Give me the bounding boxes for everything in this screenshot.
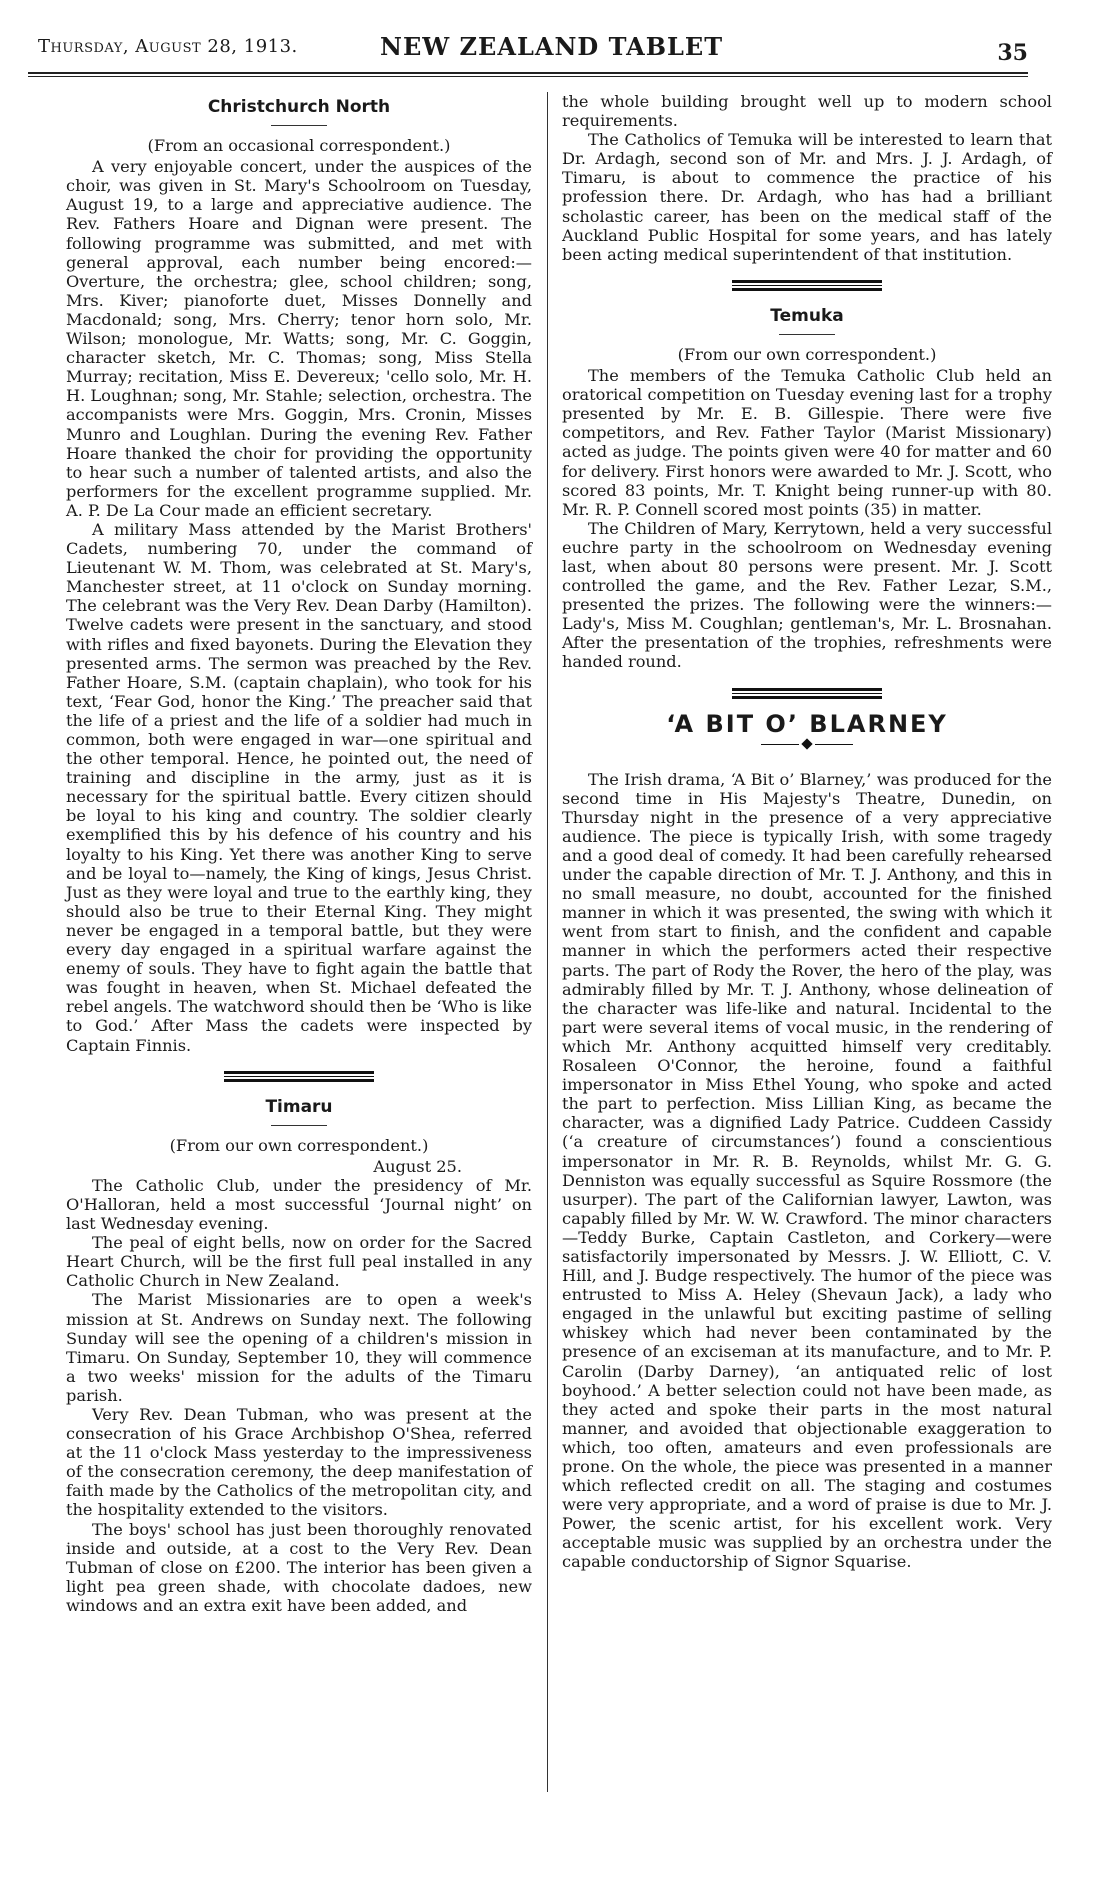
timaru-dateline: August 25.	[373, 1156, 462, 1176]
masthead	[28, 30, 1028, 70]
christchurch-heading: Christchurch North	[207, 97, 391, 117]
column-divider	[547, 92, 548, 1792]
temuka-correspondent: (From our own correspondent.)	[677, 344, 937, 364]
article-paragraph: The Marist Missionaries are to open a week's mission at St. Andrews on Sunday next. The following Sunday will see the opening of a children's mission in Timaru. On Sunday, September 10, they will commence a two weeks' mission for the adults of the Timaru parish.	[66, 1290, 532, 1405]
article-paragraph: The peal of eight bells, now on order for the Sacred Heart Church, will be the first full peal installed in any Catholic Church in New Zealand.	[66, 1233, 532, 1291]
heading-rule	[271, 1125, 327, 1126]
article-paragraph: The members of the Temuka Catholic Club held an oratorical competition on Tuesday evening last for a trophy presented by Mr. E. B. Gillespie. There were five competitors, and Rev. Father Taylor (Marist Missionary) acted as judge. The points given were 40 for matter and 60 for delivery. First honors were awarded to Mr. J. Scott, who scored 83 points, Mr. T. Knight being runner-up with 80. Mr. R. P. Connell scored most points (35) in matter.	[562, 366, 1052, 519]
article-paragraph: A very enjoyable concert, under the auspices of the choir, was given in St. Mary's Schoolroom on Tuesday, August 19, to a large and appreciative audience. The Rev. Fathers Hoare and Dignan were present. The following programme was submitted, and met with general approval, each number being encored:—Overture, the orchestra; glee, school children; song, Mrs. Kiver; pianoforte duet, Misses Donnelly and Macdonald; song, Mrs. Cherry; tenor horn solo, Mr. Wilson; monologue, Mr. Watts; song, Mr. C. Goggin, character sketch, Mr. C. Thomas; song, Miss Stella Murray; recitation, Miss E. Devereux; 'cello solo, Mr. H. H. Loughnan; song, Mr. Stahle; selection, orchestra. The accompanists were Mrs. Goggin, Mrs. Cronin, Misses Munro and Loughlan. During the evening Rev. Father Hoare thanked the choir for providing the opportunity to hear such a number of talented artists, and also the performers for the excellent programme supplied. Mr. A. P. De La Cour made an efficient secretary.	[66, 157, 532, 520]
newspaper-title: NEW ZEALAND TABLET	[380, 32, 724, 61]
masthead-rule	[28, 72, 1028, 74]
timaru-correspondent: (From our own correspondent.)	[169, 1135, 429, 1155]
section-separator	[732, 688, 882, 699]
article-paragraph: A military Mass attended by the Marist Brothers' Cadets, numbering 70, under the command of Lieutenant W. M. Thom, was celebrated at St. Mary's, Manchester street, at 11 o'clock on Sunday morning. The celebrant was the Very Rev. Dean Darby (Hamilton). Twelve cadets were present in the sanctuary, and stood with rifles and fixed bayonets. During the Elevation they presented arms. The sermon was preached by the Rev. Father Hoare, S.M. (captain chaplain), who took for his text, ‘Fear God, honor the King.’ The preacher said that the life of a priest and the life of a soldier had much in common, both were engaged in war—one spiritual and the other temporal. Hence, he pointed out, the need of training and discipline in the army, just as it is necessary for the spiritual battle. Every citizen should be loyal to his king and country. The soldier clearly exemplified this by his defence of his country and his loyalty to his King. Yet there was another King to serve and be loyal to—namely, the King of kings, Jesus Christ. Just as they were loyal and true to the earthly king, they should also be true to their Eternal King. They might never be engaged in a temporal battle, but they were every day engaged in a spiritual warfare against the enemy of souls. They have to fight again the battle that was fought in heaven, when St. Michael defeated the rebel angels. The watchword should then be ‘Who is like to God.’ After Mass the cadets were inspected by Captain Finnis.	[66, 519, 532, 1055]
issue-date: Thursday, August 28, 1913.	[38, 36, 298, 57]
heading-rule	[271, 125, 327, 126]
article-paragraph: The Catholic Club, under the presidency of Mr. O'Halloran, held a most successful ‘Journal night’ on last Wednesday evening.	[66, 1175, 532, 1234]
article-paragraph: Very Rev. Dean Tubman, who was present at the consecration of his Grace Archbishop O'Shea, referred at the 11 o'clock Mass yesterday to the impressiveness of the consecration ceremony, the deep manifestation of faith made by the Catholics of the metropolitan city, and the hospitality extended to the visitors.	[66, 1405, 532, 1520]
article-paragraph: The Irish drama, ‘A Bit o’ Blarney,’ was produced for the second time in His Majesty's Theatre, Dunedin, on Thursday night in the presence of a very appreciative audience. The piece is typically Irish, with some tragedy and a good deal of comedy. It had been carefully rehearsed under the capable direction of Mr. T. J. Anthony, and this in no small measure, no doubt, accounted for the finished manner in which it was presented, the swing with which it went from start to finish, and the confident and capable manner in which the performers acted their respective parts. The part of Rody the Rover, the hero of the play, was admirably filled by Mr. T. J. Anthony, whose delineation of the character was life-like and natural. Incidental to the part were several items of vocal music, in the rendering of which Mr. Anthony acquitted himself very creditably. Rosaleen O'Connor, the heroine, found a faithful impersonator in Miss Ethel Young, who spoke and acted the part to perfection. Miss Lillian King, as became the character, was a dignified Lady Patrice. Cuddeen Cassidy (‘a creature of circumstances’) found a conscientious impersonator in Mr. R. B. Reynolds, whilst Mr. G. G. Denniston was equally successful as Squire Rossmore (the usurper). The part of the Californian lawyer, Lawton, was capably filled by Mr. W. W. Crawford. The minor characters—Teddy Burke, Captain Castleton, and Corkery—were satisfactorily impersonated by Messrs. J. W. Elliott, C. V. Hill, and J. Budge respectively. The humor of the piece was entrusted to Miss A. Heley (Shevaun Jack), a lady who engaged in the unlawful but exciting pastime of selling whiskey which had never been contaminated by the presence of an exciseman at its manufacture, and to Mr. P. Carolin (Darby Darney), ‘an antiquated relic of lost boyhood.’ A better selection could not have been made, as they acted and spoke their parts in the most natural manner, and avoided that objectionable exaggeration to which, too often, amateurs and even professionals are prone. On the whole, the piece was presented in a manner which reflected credit on all. The staging and costumes were very appropriate, and a word of praise is due to Mr. J. Power, the scenic artist, for his excellent work. Very acceptable music was supplied by an orchestra under the capable conductorship of Signor Squarise.	[562, 769, 1052, 1572]
article-paragraph: The Children of Mary, Kerrytown, held a very successful euchre party in the schoolroom on Wednesday evening last, when about 80 persons were present. Mr. J. Scott controlled the game, and the Rev. Father Lezar, S.M., presented the prizes. The following were the winners:—Lady's, Miss M. Coughlan; gentleman's, Mr. L. Brosnahan. After the presentation of the trophies, refreshments were handed round.	[562, 518, 1052, 672]
right-column	[562, 92, 1052, 1572]
article-paragraph: The Catholics of Temuka will be interested to learn that Dr. Ardagh, second son of Mr. and Mrs. J. J. Ardagh, of Timaru, is about to commence the practice of his profession there. Dr. Ardagh, who has had a brilliant scholastic career, has been on the medical staff of the Auckland Public Hospital for some years, and has lately been acting medical superintendent of that institution.	[562, 130, 1052, 264]
article-paragraph: The boys' school has just been thoroughly renovated inside and outside, at a cost to the Very Rev. Dean Tubman of close on £200. The interior has been given a light pea green shade, with chocolate dadoes, new windows and an extra exit have been added, and	[66, 1519, 532, 1615]
blarney-heading: ‘A BIT O’ BLARNEY	[666, 709, 948, 738]
section-separator	[224, 1071, 374, 1082]
heading-rule	[779, 334, 835, 335]
left-column	[66, 92, 532, 1615]
continued-paragraph: the whole building brought well up to modern school requirements.	[562, 92, 1052, 131]
masthead-rule-thin	[28, 76, 1028, 77]
section-separator	[732, 280, 882, 291]
christchurch-correspondent: (From an occasional correspondent.)	[147, 136, 451, 156]
temuka-heading: Temuka	[770, 305, 844, 326]
timaru-heading: Timaru	[265, 1096, 333, 1117]
page-number: 35	[997, 40, 1028, 66]
ornament-divider	[562, 740, 1052, 750]
